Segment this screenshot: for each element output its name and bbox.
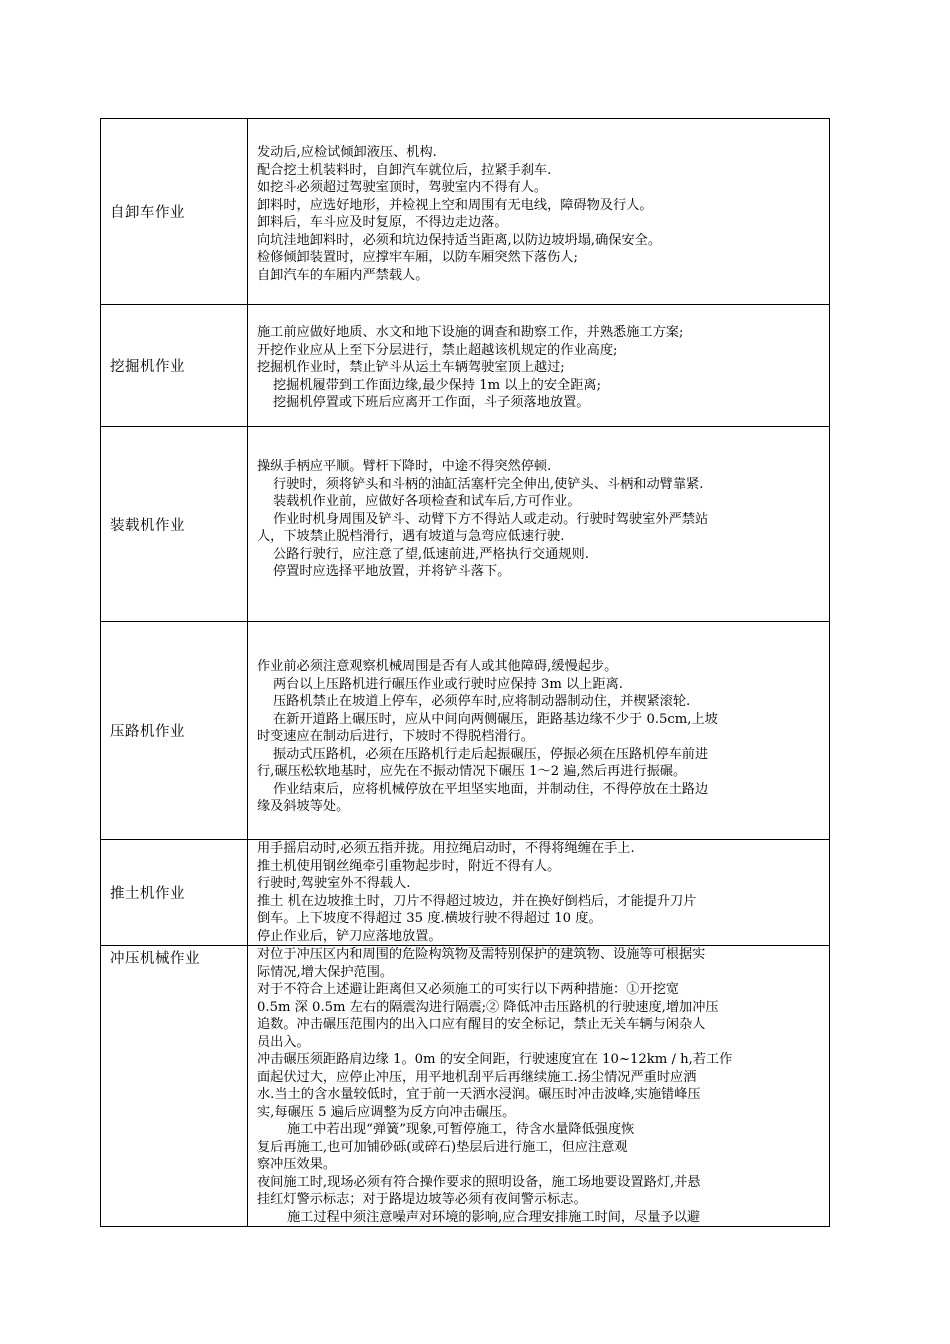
content-line: 时变速应在制动后进行，下坡时不得脱档滑行。: [257, 729, 534, 744]
content-line: 挂红灯警示标志；对于路堤边坡等必须有夜间警示标志。: [257, 1192, 587, 1207]
content-line: 施工前应做好地质、水文和地下设施的调查和勘察工作，并熟悉施工方案;: [257, 325, 684, 340]
row-content: [248, 622, 830, 840]
content-line: 对位于冲压区内和周围的危险构筑物及需特别保护的建筑物、设施等可根据实: [257, 947, 706, 962]
safety-table-container: [100, 118, 830, 1227]
content-line: 实,每碾压 5 遍后应调整为反方向冲击碾压。: [257, 1104, 516, 1120]
row-label: 装载机作业: [101, 427, 248, 622]
content-line: 发动后,应检试倾卸液压、机构.: [257, 145, 437, 160]
content-line: 行,碾压松软地基时，应先在不振动情况下碾压 1～2 遍,然后再进行振碾。: [257, 764, 687, 779]
table-row-excavator: [101, 305, 830, 427]
content-line: 向坑洼地卸料时，必须和坑边保持适当距离,以防边坡坍塌,确保安全。: [257, 232, 662, 248]
content-line: 如挖斗必须超过驾驶室顶时，驾驶室内不得有人。: [257, 180, 548, 195]
content-line: 夜间施工时,现场必须有符合操作要求的照明设备，施工场地要设置路灯,并悬: [257, 1174, 701, 1190]
content-line: 水.当土的含水量较低时，宜于前一天洒水浸润。碾压时冲击波峰,实施错峰压: [257, 1087, 701, 1102]
row-content: [248, 119, 830, 305]
content-line: 察冲压效果。: [257, 1157, 337, 1172]
row-label: 冲压机械作业: [101, 946, 248, 1227]
content-line: 操纵手柄应平顺。臂杆下降时，中途不得突然停顿.: [257, 459, 552, 474]
content-line: 0.5m 深 0.5m 左右的隔震沟进行隔震;② 降低冲击压路机的行驶速度,增加冲压: [257, 999, 719, 1015]
content-line: 停置时应选择平地放置，并将铲斗落下。: [273, 564, 511, 579]
row-label: 推土机作业: [101, 840, 248, 946]
table-row-road-roller: [101, 622, 830, 840]
content-line: 卸料后，车斗应及时复原，不得边走边落。: [257, 215, 508, 230]
table-row-impact-compaction: [101, 946, 830, 1227]
row-label: 挖掘机作业: [101, 305, 248, 427]
row-content: [248, 946, 830, 1227]
content-line: 作业结束后，应将机械停放在平坦坚实地面，并制动住，不得停放在土路边: [273, 781, 709, 797]
table-row-bulldozer: [101, 840, 830, 946]
content-line: 作业前必须注意观察机械周围是否有人或其他障碍,缓慢起步。: [257, 659, 618, 674]
row-content: [248, 305, 830, 427]
table-row-loader: [101, 427, 830, 622]
content-line: 两台以上压路机进行碾压作业或行驶时应保持 3m 以上距离.: [273, 676, 623, 692]
content-line: 配合挖土机装料时，自卸汽车就位后，拉紧手刹车.: [257, 162, 552, 178]
content-line: 卸料时，应选好地形，并检视上空和周围有无电线，障碍物及行人。: [257, 197, 653, 213]
content-line: 面起伏过大，应停止冲压，用平地机刮平后再继续施工.扬尘情况严重时应洒: [257, 1069, 697, 1085]
content-line: 行驶时,驾驶室外不得载人.: [257, 876, 411, 891]
content-line: 停止作业后，铲刀应落地放置。: [257, 928, 442, 944]
content-line: 施工中若出现“弹簧”现象,可暂停施工，待含水量降低强度恢: [287, 1122, 635, 1137]
content-line: 检修倾卸装置时，应撑牢车厢，以防车厢突然下落伤人;: [257, 250, 578, 265]
content-line: 缘及斜坡等处。: [257, 799, 350, 814]
content-line: 公路行驶行，应注意了望,低速前进,严格执行交通规则.: [273, 546, 589, 562]
safety-operations-table: [100, 118, 830, 1227]
content-line: 复后再施工,也可加铺砂砾(或碎石)垫层后进行施工，但应注意观: [257, 1139, 628, 1155]
content-line: 对于不符合上述避让距离但又必须施工的可实行以下两种措施：①开挖宽: [257, 982, 679, 997]
content-line: 挖掘机作业时，禁止铲斗从运土车辆驾驶室顶上越过;: [257, 360, 565, 375]
content-line: 员出入。: [257, 1034, 310, 1050]
content-line: 施工过程中须注意噪声对环境的影响,应合理安排施工时间，尽量予以避: [287, 1209, 701, 1225]
row-label: 压路机作业: [101, 622, 248, 840]
content-line: 用手摇启动时,必须五指并拢。用拉绳启动时，不得将绳缠在手上.: [257, 841, 635, 856]
content-line: 人，下坡禁止脱档滑行，遇有坡道与急弯应低速行驶.: [257, 529, 565, 544]
content-line: 际情况,增大保护范围。: [257, 964, 394, 980]
content-line: 推土机使用钢丝绳牵引重物起步时，附近不得有人。: [257, 858, 561, 874]
content-line: 追数。冲击碾压范围内的出入口应有醒目的安全标记，禁止无关车辆与闲杂人: [257, 1017, 706, 1032]
content-line: 挖掘机停置或下班后应离开工作面，斗子须落地放置。: [273, 395, 590, 410]
table-row-dump-truck: [101, 119, 830, 305]
content-line: 压路机禁止在坡道上停车，必须停车时,应将制动器制动住，并楔紧滚轮.: [273, 694, 691, 709]
content-line: 倒车。上下坡度不得超过 35 度.横坡行驶不得超过 10 度。: [257, 911, 602, 926]
row-label: 自卸车作业: [101, 119, 248, 305]
content-line: 自卸汽车的车厢内严禁载人。: [257, 267, 429, 283]
row-content: [248, 840, 830, 946]
content-line: 冲击碾压须距路肩边缘 1。0m 的安全间距，行驶速度宜在 10~12km / h,若工作: [257, 1052, 733, 1067]
content-line: 挖掘机履带到工作面边缘,最少保持 1m 以上的安全距离;: [273, 377, 602, 393]
content-line: 在新开道路上碾压时，应从中间向两侧碾压，距路基边缘不少于 0.5cm,上坡: [273, 711, 718, 727]
content-line: 开挖作业应从上至下分层进行，禁止超越该机规定的作业高度;: [257, 342, 618, 358]
content-line: 行驶时，须将铲头和斗柄的油缸活塞杆完全伸出,使铲头、斗柄和动臂靠紧.: [273, 476, 704, 492]
content-line: 推土 机在边坡推土时，刀片不得超过坡边，并在换好倒档后，才能提升刀片: [257, 893, 697, 909]
row-content: [248, 427, 830, 622]
content-line: 装载机作业前，应做好各项检查和试车后,方可作业。: [273, 494, 581, 509]
content-line: 振动式压路机，必须在压路机行走后起振碾压，停振必须在压路机停车前进: [273, 746, 709, 762]
content-line: 作业时机身周围及铲斗、动臂下方不得站人或走动。行驶时驾驶室外严禁站: [273, 511, 709, 527]
